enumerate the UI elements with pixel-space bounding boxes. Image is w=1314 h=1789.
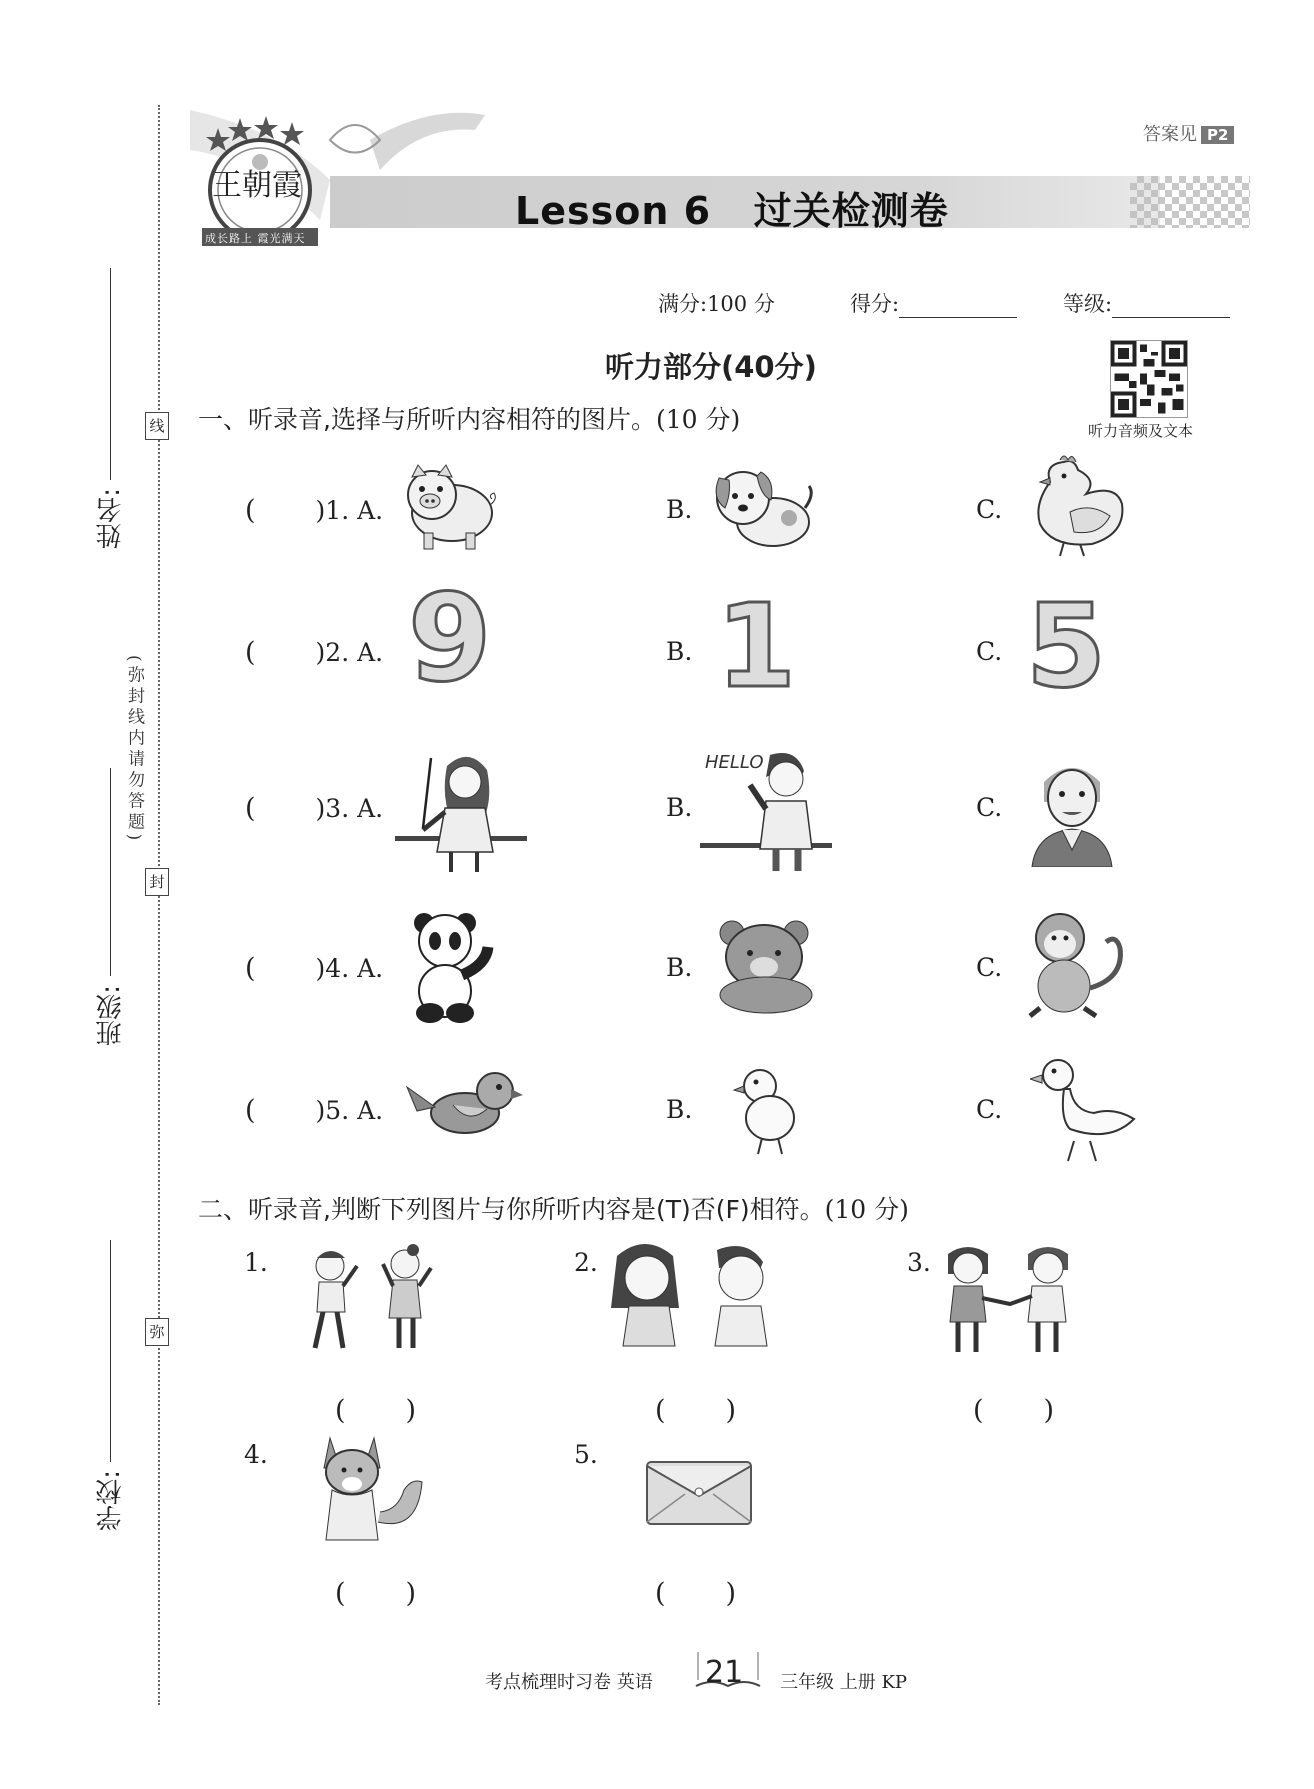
class-label: 班级: bbox=[96, 985, 126, 1046]
girl-boy-talking-icon[interactable] bbox=[605, 1242, 790, 1347]
monkey-icon[interactable] bbox=[1020, 908, 1130, 1023]
envelope-icon[interactable] bbox=[645, 1460, 755, 1530]
bear-icon[interactable] bbox=[712, 915, 827, 1015]
grade-blank[interactable] bbox=[1112, 297, 1230, 318]
logo-slogan: 成长路上 霞光满天 bbox=[205, 232, 306, 245]
s2-item4-answer[interactable]: ( ) bbox=[335, 1578, 417, 1609]
footer-left: 考点梳理时习卷 英语 bbox=[485, 1672, 653, 1693]
boy-waving-icon[interactable] bbox=[700, 745, 835, 875]
page-title: Lesson 6 过关检测卷 bbox=[515, 189, 949, 233]
s2-item5-number: 5. bbox=[574, 1440, 598, 1469]
section2-title bbox=[198, 1190, 909, 1226]
q2-answer-bracket[interactable]: ( )2. A. bbox=[245, 637, 384, 668]
kids-greeting-icon[interactable] bbox=[295, 1242, 445, 1357]
q3-option-c: C. bbox=[976, 793, 1003, 822]
q3-option-b: B. bbox=[666, 793, 693, 822]
checker-pattern bbox=[1130, 176, 1250, 228]
logo-name: 王朝霞 bbox=[212, 168, 302, 203]
class-underline bbox=[110, 768, 111, 976]
q4-option-b: B. bbox=[666, 953, 693, 982]
grade-field bbox=[1063, 288, 1230, 318]
listening-heading: 听力部分(40分) bbox=[605, 350, 817, 384]
q2-number: )2. A. bbox=[315, 638, 384, 667]
q2-option-b: B. bbox=[666, 637, 693, 666]
pig-icon[interactable] bbox=[400, 455, 500, 555]
answer-page-tag: P2 bbox=[1201, 126, 1234, 144]
q4-option-c: C. bbox=[976, 953, 1003, 982]
score-blank[interactable] bbox=[899, 297, 1017, 318]
score-field bbox=[850, 288, 1017, 318]
seal-mark-mi: 弥 bbox=[145, 1318, 169, 1346]
binding-dotted-line bbox=[158, 105, 160, 1705]
chick-icon[interactable] bbox=[730, 1062, 810, 1162]
s2-item1-number: 1. bbox=[244, 1248, 268, 1277]
school-underline bbox=[110, 1240, 111, 1462]
digit-nine[interactable]: 9 bbox=[408, 570, 492, 709]
section2-title-text: 二、听录音,判断下列图片与你所听内容是(T)否(F)相符。 bbox=[198, 1195, 825, 1224]
section2-points: (10 分) bbox=[824, 1195, 909, 1224]
hen-icon[interactable] bbox=[1020, 452, 1130, 562]
fox-icon[interactable] bbox=[312, 1432, 432, 1547]
s2-item2-answer[interactable]: ( ) bbox=[655, 1395, 737, 1426]
panda-icon[interactable] bbox=[410, 905, 500, 1025]
footer-right: 三年级 上册 KP bbox=[780, 1672, 908, 1693]
bird-icon[interactable] bbox=[405, 1065, 525, 1145]
seal-mark-line: 线 bbox=[145, 412, 169, 440]
section1-title-text: 一、听录音,选择与所听内容相符的图片。 bbox=[198, 405, 656, 434]
digit-five[interactable]: 5 bbox=[1026, 580, 1107, 714]
q1-answer-bracket[interactable]: ( )1. A. bbox=[245, 495, 384, 526]
score-label: 得分: bbox=[850, 292, 900, 316]
s2-item4-number: 4. bbox=[244, 1440, 268, 1469]
grandpa-icon[interactable] bbox=[1022, 752, 1122, 867]
s2-item3-answer[interactable]: ( ) bbox=[973, 1395, 1055, 1426]
q3-answer-bracket[interactable]: ( )3. A. bbox=[245, 793, 384, 824]
seal-note: (弥封线内请勿答题) bbox=[124, 655, 144, 845]
answer-ref-text: 答案见 bbox=[1143, 124, 1197, 145]
puppy-icon[interactable] bbox=[705, 458, 815, 558]
q1-option-c: C. bbox=[976, 495, 1003, 524]
q5-option-c: C. bbox=[976, 1095, 1003, 1124]
hello-board-text: HELLO bbox=[705, 752, 764, 773]
seal-mark-seal: 封 bbox=[145, 868, 169, 896]
school-label: 学校: bbox=[96, 1470, 126, 1531]
q5-number: )5. A. bbox=[315, 1096, 384, 1125]
section1-title bbox=[198, 400, 740, 436]
teacher-girl-icon[interactable] bbox=[395, 748, 530, 873]
s2-item1-answer[interactable]: ( ) bbox=[335, 1395, 417, 1426]
answer-reference bbox=[1143, 120, 1234, 146]
q4-number: )4. A. bbox=[315, 954, 384, 983]
digit-one[interactable]: 1 bbox=[716, 580, 797, 714]
q1-number: )1. A. bbox=[315, 496, 384, 525]
s2-item3-number: 3. bbox=[907, 1248, 931, 1277]
q5-answer-bracket[interactable]: ( )5. A. bbox=[245, 1095, 384, 1126]
grade-label: 等级: bbox=[1063, 292, 1113, 316]
q3-number: )3. A. bbox=[315, 794, 384, 823]
q5-option-b: B. bbox=[666, 1095, 693, 1124]
name-underline bbox=[110, 268, 111, 480]
qr-code-icon[interactable] bbox=[1110, 340, 1188, 418]
name-label: 姓名: bbox=[96, 488, 126, 549]
q4-answer-bracket[interactable]: ( )4. A. bbox=[245, 953, 384, 984]
q2-option-c: C. bbox=[976, 637, 1003, 666]
handshake-icon[interactable] bbox=[940, 1242, 1080, 1357]
section1-points: (10 分) bbox=[655, 405, 741, 434]
page-number: 21 bbox=[705, 1655, 744, 1690]
s2-item5-answer[interactable]: ( ) bbox=[655, 1578, 737, 1609]
s2-item2-number: 2. bbox=[574, 1248, 598, 1277]
q1-option-b: B. bbox=[666, 495, 693, 524]
full-score: 满分:100 分 bbox=[658, 292, 775, 316]
duck-icon[interactable] bbox=[1030, 1055, 1140, 1170]
qr-caption: 听力音频及文本 bbox=[1088, 422, 1194, 440]
